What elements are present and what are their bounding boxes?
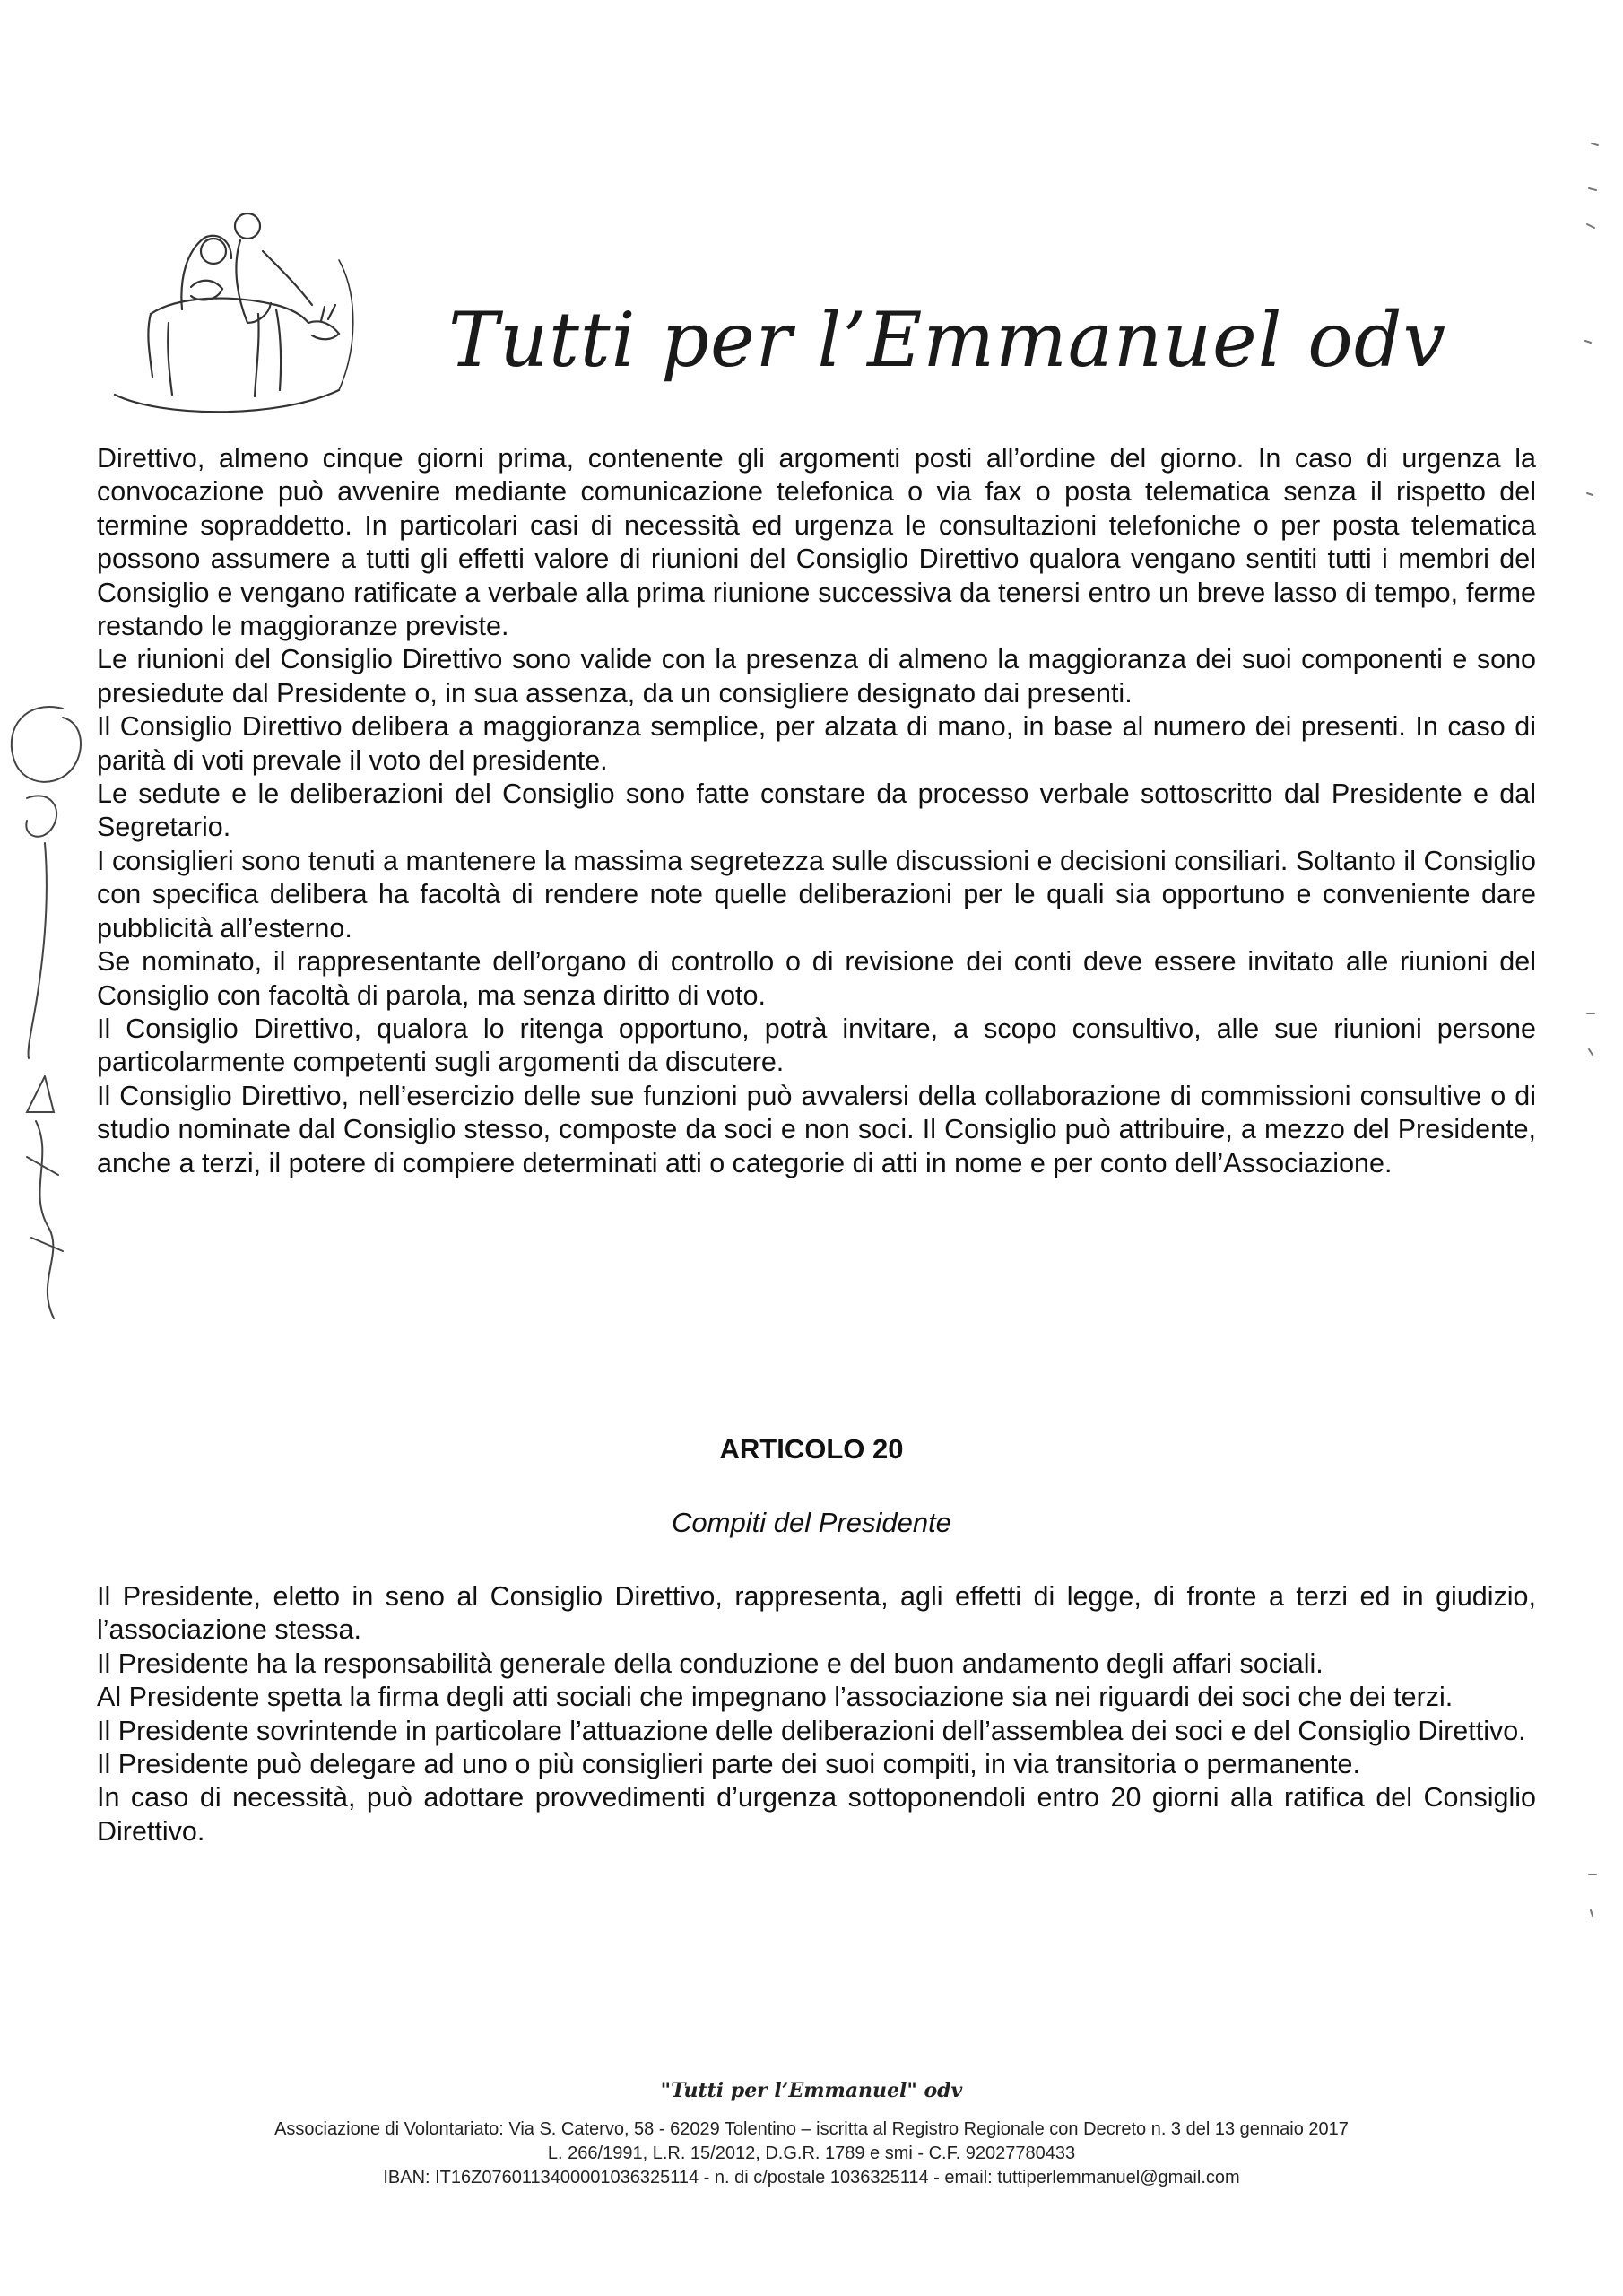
paragraph: Il Consiglio Direttivo, nell’esercizio delle sue funzioni può avvalersi della collaborazione di commissioni consultive o di studio nominate dal Consiglio stesso, composte da soci e non soci. Il Consiglio può attribuire, a mezzo del Presidente, anche a terzi, il potere di compiere determinati atti o categorie di atti in nome e per conto dell’Associazione.	[97, 1080, 1536, 1178]
paragraph: I consiglieri sono tenuti a mantenere la massima segretezza sulle discussioni e decisioni consiliari. Soltanto il Consiglio con specifica delibera ha facoltà di rendere note quelle deliberazioni per le quali sia opportuno e conveniente dare pubblicità all’esterno.	[97, 845, 1536, 944]
paragraph: In caso di necessità, può adottare provvedimenti d’urgenza sottoponendoli entro 20 giorni alla ratifica del Consiglio Direttivo.	[97, 1782, 1536, 1847]
paragraph: Il Presidente sovrintende in particolare l’attuazione delle deliberazioni dell’assemblea dei soci e del Consiglio Direttivo.	[97, 1715, 1526, 1746]
scan-marks	[1551, 126, 1623, 1919]
paragraph: Le sedute e le deliberazioni del Consiglio sono fatte constare da processo verbale sottoscritto dal Presidente e dal Segretario.	[97, 778, 1536, 843]
holy-family-logo	[97, 188, 366, 422]
paragraph: Se nominato, il rappresentante dell’organo di controllo o di revisione dei conti deve essere invitato alle riunioni del Consiglio con facoltà di parola, ma senza diritto di voto.	[97, 946, 1536, 1011]
footer-legal: L. 266/1991, L.R. 15/2012, D.G.R. 1789 e smi - C.F. 92027780433	[547, 2144, 1076, 2163]
body-text-bottom	[97, 1580, 1536, 1848]
paragraph: Il Presidente ha la responsabilità generale della conduzione e del buon andamento degli affari sociali.	[97, 1648, 1324, 1679]
margin-signatures	[0, 691, 117, 1390]
paragraph: Al Presidente spetta la firma degli atti sociali che impegnano l’associazione sia nei riguardi dei soci che dei terzi.	[97, 1682, 1454, 1713]
paragraph: Le riunioni del Consiglio Direttivo sono valide con la presenza di almeno la maggioranza dei suoi componenti e sono presiedute dal Presidente o, in sua assenza, da un consigliere designato dai presenti.	[97, 644, 1536, 709]
page-footer	[0, 2079, 1623, 2190]
footer-bank: IBAN: IT16Z0760113400001036325114 - n. di c/postale 1036325114 - email: tuttiperlemmanuel@gmail.com	[383, 2168, 1240, 2187]
association-brand-title: Tutti per l’Emmanuel odv	[448, 296, 1447, 384]
paragraph: Il Consiglio Direttivo, qualora lo ritenga opportuno, potrà invitare, a scopo consultivo, alle sue riunioni persone particolarmente competenti sugli argomenti da discutere.	[97, 1013, 1536, 1078]
article-title: ARTICOLO 20	[719, 1433, 904, 1465]
paragraph: Il Presidente può delegare ad uno o più consiglieri parte dei suoi compiti, in via transitoria o permanente.	[97, 1749, 1360, 1780]
article-subtitle: Compiti del Presidente	[672, 1507, 951, 1538]
paragraph: Il Consiglio Direttivo delibera a maggioranza semplice, per alzata di mano, in base al numero dei presenti. In caso di parità di voti prevale il voto del presidente.	[97, 711, 1536, 776]
body-text-top	[97, 442, 1536, 1180]
paragraph: Il Presidente, eletto in seno al Consiglio Direttivo, rappresenta, agli effetti di legge, di fronte a terzi ed in giudizio, l’associazione stessa.	[97, 1581, 1536, 1646]
footer-brand: "Tutti per l’Emmanuel" odv	[660, 2079, 963, 2102]
paragraph: Direttivo, almeno cinque giorni prima, contenente gli argomenti posti all’ordine del giorno. In caso di urgenza la convocazione può avvenire mediante comunicazione telefonica o via fax o posta telematica senza il rispetto del termine sopraddetto. In particolari casi di necessità ed urgenza le consultazioni telefoniche o per posta telematica possono assumere a tutti gli effetti valore di riunioni del Consiglio Direttivo qualora vengano sentiti tutti i membri del Consiglio e vengano ratificate a verbale alla prima riunione successiva da tenersi entro un breve lasso di tempo, ferme restando le maggioranze previste.	[97, 443, 1536, 642]
footer-address: Associazione di Volontariato: Via S. Catervo, 58 - 62029 Tolentino – iscritta al Registro Regionale con Decreto n. 3 del 13 gennaio 2017	[274, 2119, 1349, 2139]
